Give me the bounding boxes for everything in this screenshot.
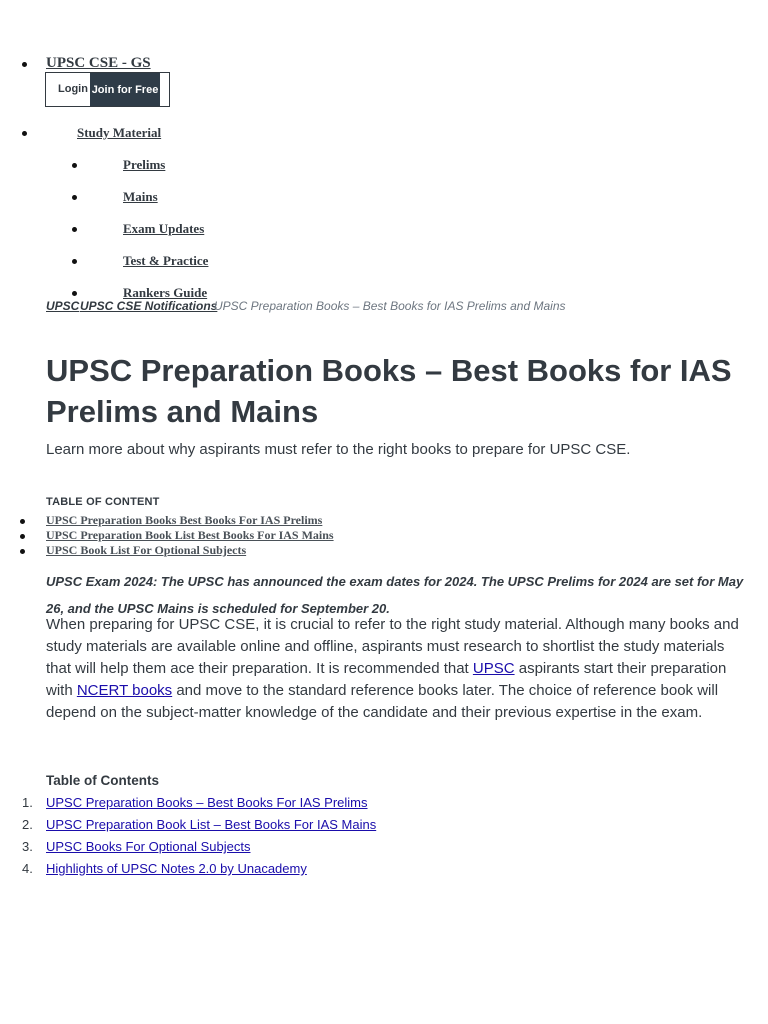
nav-item-test-practice[interactable]: Test & Practice bbox=[123, 253, 209, 268]
nav-item-mains[interactable]: Mains bbox=[123, 189, 158, 204]
list-number: 4. bbox=[22, 861, 33, 876]
page-title: UPSC Preparation Books – Best Books for IAS Prelims and Mains bbox=[46, 353, 732, 429]
intro-text-1: When preparing for UPSC CSE, it is crucial to refer to the right study material. Although many books and study materials are available online and offline, aspirants must research to shortlist the study materials that will help them ace their preparation. It is recommended that bbox=[46, 616, 739, 677]
toc2-heading: Table of Contents bbox=[46, 773, 159, 788]
toc-link-mains[interactable]: UPSC Preparation Book List Best Books For IAS Mains bbox=[46, 528, 334, 542]
list-number: 2. bbox=[22, 817, 33, 832]
toc-link-optional[interactable]: UPSC Book List For Optional Subjects bbox=[46, 543, 247, 557]
bullet bbox=[20, 534, 25, 539]
breadcrumb-current: UPSC Preparation Books – Best Books for IAS Prelims and Mains bbox=[214, 299, 566, 313]
upsc-link[interactable]: UPSC bbox=[472, 660, 515, 677]
toc2-link-mains[interactable]: UPSC Preparation Book List – Best Books For IAS Mains bbox=[46, 817, 377, 832]
toc-link-prelims[interactable]: UPSC Preparation Books Best Books For IAS Prelims bbox=[46, 513, 323, 527]
nav-item-rankers-guide[interactable]: Rankers Guide bbox=[123, 285, 208, 300]
toc2-link-prelims[interactable]: UPSC Preparation Books – Best Books For IAS Prelims bbox=[46, 795, 368, 810]
bullet bbox=[72, 227, 77, 232]
intro-paragraph bbox=[46, 614, 746, 724]
bullet bbox=[20, 549, 25, 554]
exam-notice: UPSC Exam 2024: The UPSC has announced the exam dates for 2024. The UPSC Prelims for 2024 are set for May 26, and the UPSC Mains is scheduled for September 20. bbox=[46, 574, 744, 616]
join-for-free-button[interactable]: Join for Free bbox=[90, 73, 160, 106]
intro-text-3: and move to the standard reference books later. The choice of reference book will depend on the subject-matter knowledge of the candidate and their previous expertise in the exam. bbox=[46, 682, 719, 721]
bullet bbox=[72, 195, 77, 200]
page-subtitle: Learn more about why aspirants must refer to the right books to prepare for UPSC CSE. bbox=[46, 441, 631, 458]
breadcrumb-upsc[interactable]: UPSC bbox=[46, 299, 80, 313]
nav-study-material[interactable]: Study Material bbox=[77, 125, 162, 140]
bullet bbox=[22, 62, 27, 67]
nav-item-prelims[interactable]: Prelims bbox=[123, 157, 166, 172]
ncert-books-link[interactable]: NCERT books bbox=[76, 682, 173, 699]
bullet bbox=[72, 163, 77, 168]
brand-link[interactable]: UPSC CSE - GS bbox=[46, 55, 151, 71]
bullet bbox=[72, 259, 77, 264]
toc-heading: TABLE OF CONTENT bbox=[46, 496, 160, 508]
toc2-link-highlights[interactable]: Highlights of UPSC Notes 2.0 by Unacademy bbox=[46, 861, 307, 876]
toc2-link-optional[interactable]: UPSC Books For Optional Subjects bbox=[46, 839, 251, 854]
bullet bbox=[72, 291, 77, 296]
breadcrumb-notifications[interactable]: UPSC CSE Notifications bbox=[80, 299, 218, 313]
bullet bbox=[22, 131, 27, 136]
intro-text-2: aspirants start their preparation with bbox=[46, 660, 727, 699]
list-number: 1. bbox=[22, 795, 33, 810]
bullet bbox=[20, 519, 25, 524]
list-number: 3. bbox=[22, 839, 33, 854]
login-button[interactable]: Login bbox=[58, 83, 88, 95]
nav-item-exam-updates[interactable]: Exam Updates bbox=[123, 221, 205, 236]
